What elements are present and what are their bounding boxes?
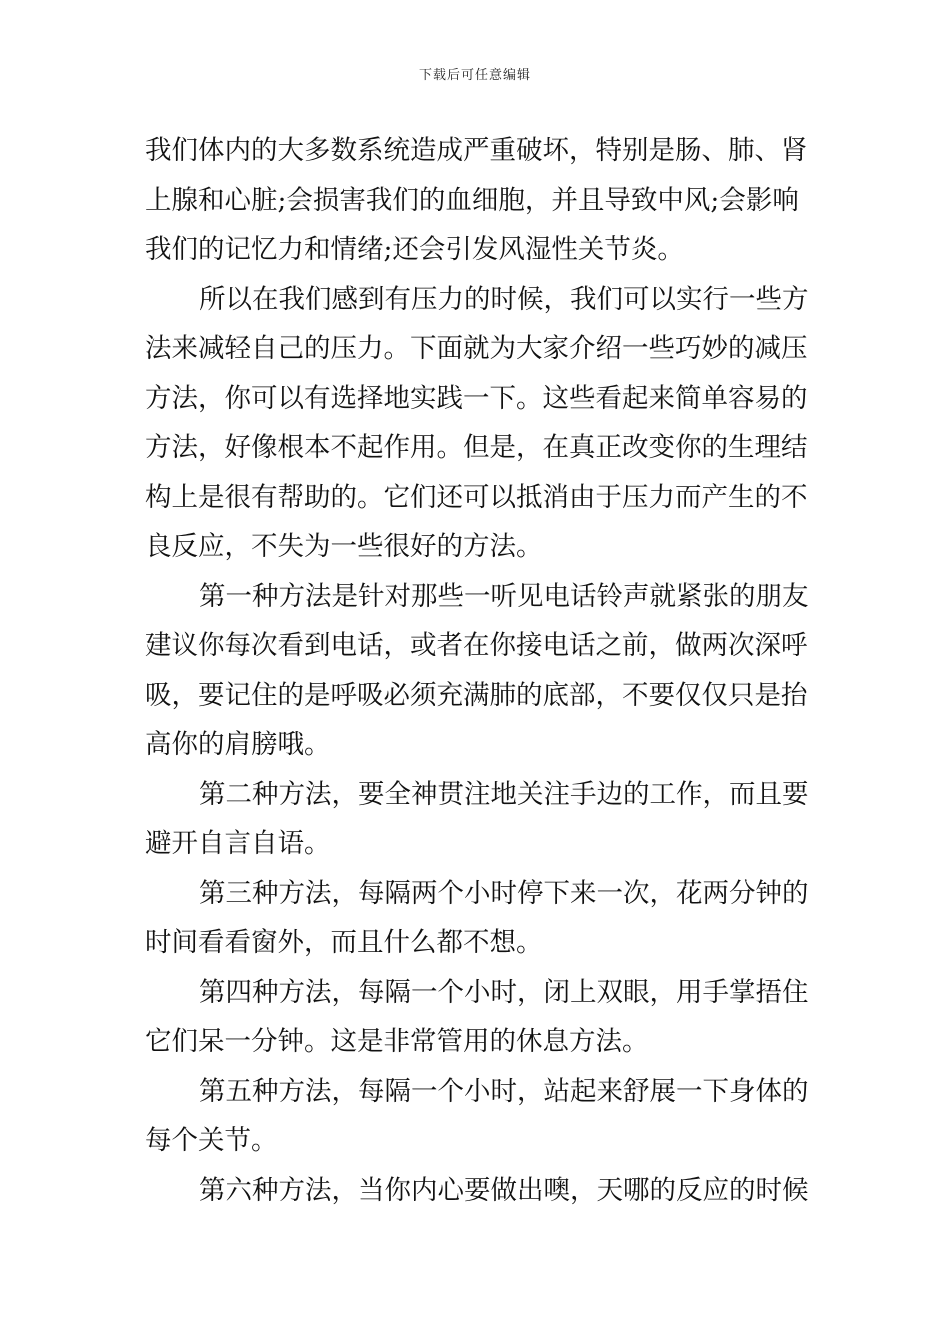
text-line: 吸，要记住的是呼吸必须充满肺的底部，不要仅仅只是抬 bbox=[145, 679, 808, 711]
paragraph-start-line: 第六种方法，当你内心要做出噢，天哪的反应的时候 bbox=[199, 1174, 809, 1206]
text-line: 它们呆一分钟。这是非常管用的休息方法。 bbox=[145, 1026, 649, 1057]
text-line: 我们体内的大多数系统造成严重破坏，特别是肠、肺、肾 bbox=[145, 135, 808, 166]
paragraph-start-line: 第一种方法是针对那些一听见电话铃声就紧张的朋友 bbox=[199, 580, 809, 612]
text-line: 上腺和心脏;会损害我们的血细胞，并且导致中风;会影响 bbox=[145, 184, 799, 216]
text-line: 时间看看窗外，而且什么都不想。 bbox=[145, 927, 543, 958]
paragraph-start-line: 第三种方法，每隔两个小时停下来一次，花两分钟的 bbox=[199, 877, 809, 909]
paragraph-start-line: 第四种方法，每隔一个小时，闭上双眼，用手掌捂住 bbox=[199, 976, 809, 1008]
page-header: 下载后可任意编辑 bbox=[418, 68, 531, 83]
text-line: 良反应，不失为一些很好的方法。 bbox=[145, 531, 543, 562]
text-line: 法来减轻自己的压力。下面就为大家介绍一些巧妙的减压 bbox=[145, 333, 808, 364]
paragraph-start-line: 第五种方法，每隔一个小时，站起来舒展一下身体的 bbox=[199, 1075, 809, 1107]
text-line: 高你的肩膀哦。 bbox=[145, 729, 331, 760]
text-line: 建议你每次看到电话，或者在你接电话之前，做两次深呼 bbox=[145, 630, 808, 661]
text-line: 我们的记忆力和情绪;还会引发风湿性关节炎。 bbox=[145, 234, 684, 265]
paragraph-start-line: 所以在我们感到有压力的时候，我们可以实行一些方 bbox=[199, 283, 809, 315]
text-line: 构上是很有帮助的。它们还可以抵消由于压力而产生的不 bbox=[145, 481, 808, 513]
paragraph-start-line: 第二种方法，要全神贯注地关注手边的工作，而且要 bbox=[199, 778, 809, 810]
text-line: 每个关节。 bbox=[145, 1125, 278, 1156]
text-line: 方法，好像根本不起作用。但是，在真正改变你的生理结 bbox=[145, 432, 808, 463]
document-body bbox=[145, 126, 809, 1215]
text-line: 方法，你可以有选择地实践一下。这些看起来简单容易的 bbox=[145, 382, 808, 414]
text-line: 避开自言自语。 bbox=[145, 828, 331, 859]
